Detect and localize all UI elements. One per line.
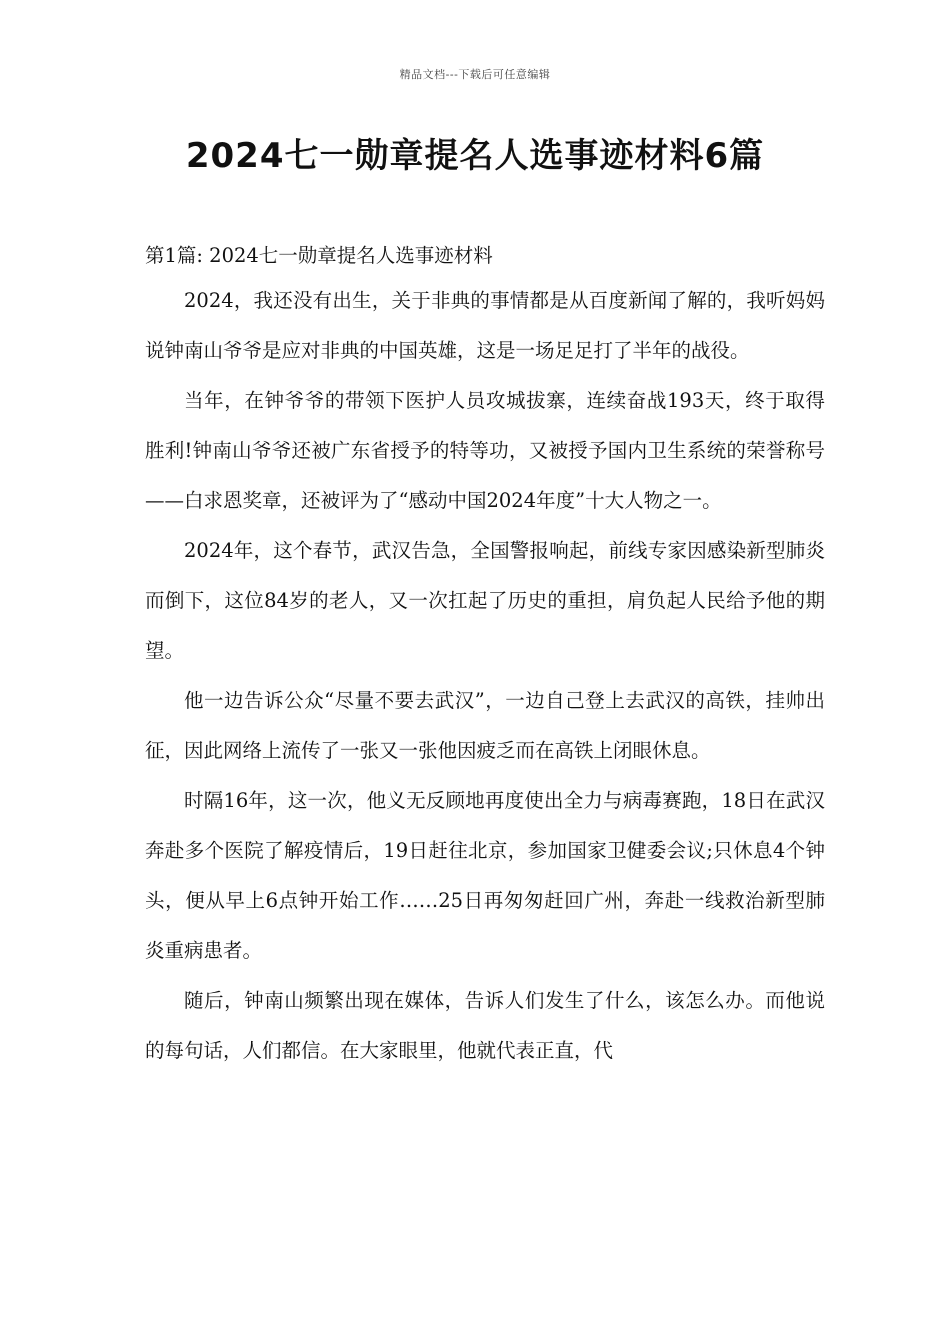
- paragraph: 2024，我还没有出生，关于非典的事情都是从百度新闻了解的，我听妈妈说钟南山爷爷是应对非典的中国英雄，这是一场足足打了半年的战役。: [145, 289, 825, 362]
- document-body: [145, 236, 825, 1076]
- section-heading: 第1篇: 2024七一勋章提名人选事迹材料: [145, 244, 493, 267]
- paragraph: 他一边告诉公众“尽量不要去武汉”，一边自己登上去武汉的高铁，挂帅出征，因此网络上流传了一张又一张他因疲乏而在高铁上闭眼休息。: [145, 689, 825, 762]
- paragraph: 当年，在钟爷爷的带领下医护人员攻城拔寨，连续奋战193天，终于取得胜利!钟南山爷爷还被广东省授予的特等功，又被授予国内卫生系统的荣誉称号——白求恩奖章，还被评为了“感动中国2024年度”十大人物之一。: [145, 389, 825, 512]
- paragraph: 时隔16年，这一次，他义无反顾地再度使出全力与病毒赛跑，18日在武汉奔赴多个医院了解疫情后，19日赶往北京，参加国家卫健委会议;只休息4个钟头，便从早上6点钟开始工作……25日再匆匆赶回广州，奔赴一线救治新型肺炎重病患者。: [145, 789, 825, 962]
- paragraph: 随后，钟南山频繁出现在媒体，告诉人们发生了什么，该怎么办。而他说的每句话，人们都信。在大家眼里，他就代表正直，代: [145, 989, 825, 1062]
- paragraph: 2024年，这个春节，武汉告急，全国警报响起，前线专家因感染新型肺炎而倒下，这位84岁的老人，又一次扛起了历史的重担，肩负起人民给予他的期望。: [145, 539, 825, 662]
- page-header: 精品文档---下载后可任意编辑: [399, 68, 551, 81]
- document-title: 2024七一勋章提名人选事迹材料6篇: [185, 136, 765, 176]
